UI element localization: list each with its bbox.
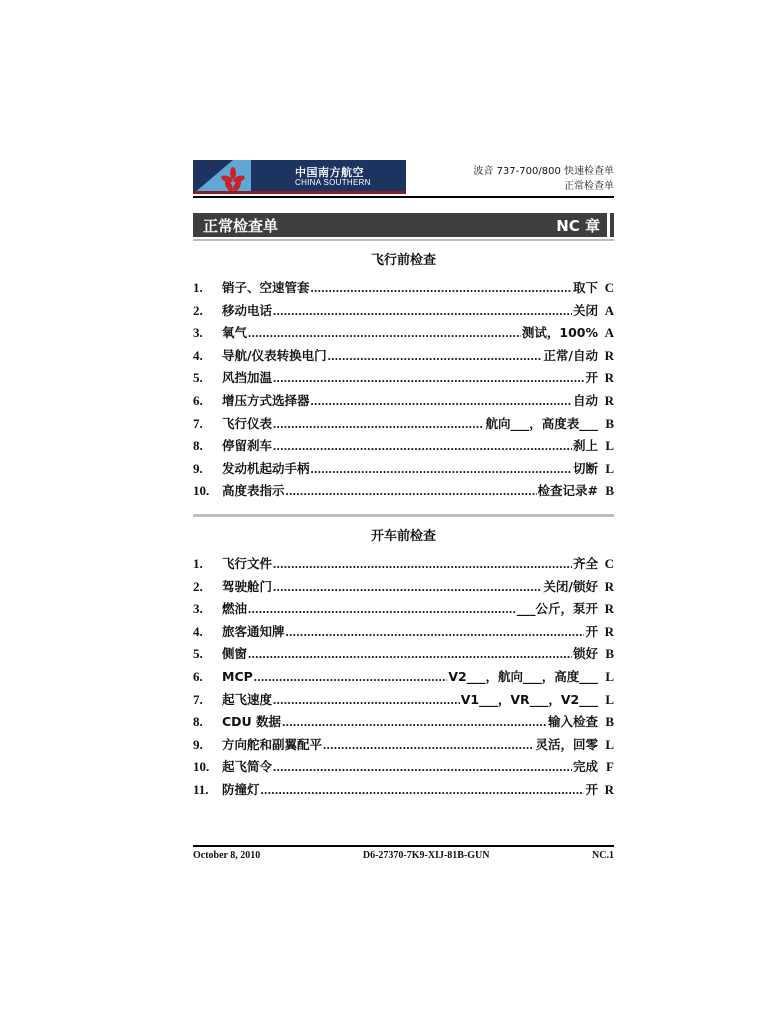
leader-dots bbox=[273, 556, 572, 572]
item-number: 8. bbox=[193, 438, 203, 454]
leader-dots bbox=[311, 280, 572, 296]
item-action: 完成 bbox=[572, 759, 598, 775]
item-responsibility-code: L bbox=[605, 438, 614, 454]
item-label: 导航/仪表转换电门 bbox=[222, 347, 327, 363]
checklist-item bbox=[193, 481, 614, 504]
item-action: 航向___，高度表___ bbox=[485, 415, 598, 431]
item-number: 3. bbox=[193, 325, 203, 341]
item-action: 开 bbox=[585, 781, 598, 797]
item-number: 5. bbox=[193, 370, 203, 386]
leader-dots bbox=[273, 692, 460, 708]
item-action: 开 bbox=[585, 370, 598, 386]
item-responsibility-code: B bbox=[605, 646, 614, 662]
item-label: 燃油 bbox=[222, 601, 248, 617]
item-label: 高度表指示 bbox=[222, 483, 285, 499]
leader-dots bbox=[282, 714, 547, 730]
item-action: 取下 bbox=[572, 280, 598, 295]
logo-english-name: CHINA SOUTHERN bbox=[295, 177, 371, 187]
item-action: 自动 bbox=[572, 392, 598, 408]
item-action: 灵活，回零 bbox=[535, 736, 598, 752]
item-responsibility-code: A bbox=[604, 302, 614, 318]
item-number: 2. bbox=[193, 578, 203, 594]
page-header bbox=[193, 160, 614, 198]
item-responsibility-code: R bbox=[604, 623, 614, 639]
checklist-page bbox=[193, 160, 614, 802]
checklist-item bbox=[193, 554, 614, 577]
leader-dots bbox=[323, 737, 534, 753]
leader-dots bbox=[248, 601, 516, 617]
checklist-item bbox=[193, 459, 614, 482]
leader-dots bbox=[254, 669, 448, 685]
item-responsibility-code: R bbox=[604, 370, 614, 386]
leader-dots bbox=[286, 483, 537, 499]
item-action: 切断 bbox=[572, 460, 598, 476]
item-label: 旅客通知牌 bbox=[222, 623, 285, 639]
item-number: 6. bbox=[193, 392, 203, 408]
document-heading bbox=[473, 164, 614, 194]
checklist-item bbox=[193, 323, 614, 346]
item-responsibility-code: R bbox=[604, 392, 614, 408]
checklist-item bbox=[193, 368, 614, 391]
item-number: 11. bbox=[193, 781, 209, 797]
leader-dots bbox=[286, 624, 585, 640]
item-number: 7. bbox=[193, 415, 203, 431]
checklist-item bbox=[193, 712, 614, 735]
leader-dots bbox=[311, 461, 572, 477]
item-responsibility-code: R bbox=[604, 347, 614, 363]
item-action: 关闭/锁好 bbox=[543, 578, 598, 594]
item-number: 4. bbox=[193, 347, 203, 363]
leader-dots bbox=[273, 303, 572, 319]
item-responsibility-code: L bbox=[605, 736, 614, 752]
checklist-item bbox=[193, 278, 614, 301]
kapok-flower-icon bbox=[193, 160, 237, 194]
item-label: 移动电话 bbox=[222, 302, 273, 318]
title-underline bbox=[193, 239, 614, 241]
leader-dots bbox=[261, 782, 585, 798]
item-action: 开 bbox=[585, 623, 598, 639]
item-action: V1___，VR___，V2___ bbox=[460, 691, 598, 707]
checklist-item bbox=[193, 346, 614, 369]
item-action: 测试，100% bbox=[521, 325, 598, 341]
item-responsibility-code: C bbox=[604, 280, 614, 295]
logo-stripe bbox=[193, 191, 406, 194]
item-label: 飞行仪表 bbox=[222, 415, 273, 431]
item-action: 齐全 bbox=[572, 555, 598, 571]
chapter-title: 正常检查单 bbox=[203, 216, 279, 235]
header-divider bbox=[193, 196, 614, 198]
item-responsibility-code: B bbox=[605, 714, 614, 730]
item-label: 飞行文件 bbox=[222, 555, 273, 571]
item-label: 增压方式选择器 bbox=[222, 392, 310, 408]
item-action: 检查记录# bbox=[537, 483, 598, 499]
document-subtitle: 正常检查单 bbox=[564, 181, 614, 192]
item-action: 正常/自动 bbox=[543, 347, 598, 363]
checklist-item bbox=[193, 436, 614, 459]
item-number: 3. bbox=[193, 601, 203, 617]
item-responsibility-code: R bbox=[604, 781, 614, 797]
item-number: 2. bbox=[193, 302, 203, 318]
item-number: 6. bbox=[193, 668, 203, 684]
item-number: 5. bbox=[193, 646, 203, 662]
item-number: 9. bbox=[193, 460, 203, 476]
item-label: MCP bbox=[222, 668, 253, 684]
leader-dots bbox=[311, 393, 572, 409]
item-responsibility-code: F bbox=[606, 759, 614, 775]
checklist-item bbox=[193, 599, 614, 622]
item-responsibility-code: R bbox=[604, 578, 614, 594]
item-label: 氧气 bbox=[222, 325, 248, 341]
chapter-title-bar bbox=[193, 213, 614, 237]
item-number: 8. bbox=[193, 714, 203, 730]
item-responsibility-code: B bbox=[605, 483, 614, 499]
section-title: 开车前检查 bbox=[370, 528, 436, 544]
item-label: 方向舵和副翼配平 bbox=[222, 736, 323, 752]
item-label: 侧窗 bbox=[222, 646, 248, 662]
item-label: 起飞简令 bbox=[222, 759, 273, 775]
leader-dots bbox=[273, 416, 484, 432]
checklist-item bbox=[193, 690, 614, 713]
item-action: 关闭 bbox=[572, 302, 598, 318]
item-action: ___公斤，泵开 bbox=[516, 601, 598, 617]
item-label: 发动机起动手柄 bbox=[222, 460, 310, 476]
item-number: 1. bbox=[193, 280, 203, 295]
checklist-item bbox=[193, 414, 614, 437]
leader-dots bbox=[248, 325, 521, 341]
item-responsibility-code: C bbox=[604, 555, 614, 571]
item-number: 1. bbox=[193, 555, 203, 571]
item-label: 风挡加温 bbox=[222, 370, 273, 386]
checklist-item bbox=[193, 735, 614, 758]
leader-dots bbox=[328, 348, 543, 364]
page-footer bbox=[193, 845, 614, 861]
logo-chinese-name: 中国南方航空 bbox=[295, 166, 364, 180]
footer-page-number: NC.1 bbox=[592, 850, 614, 861]
leader-dots bbox=[248, 646, 572, 662]
item-action: V2___，航向___，高度___ bbox=[448, 668, 598, 684]
item-label: CDU 数据 bbox=[222, 714, 282, 730]
item-responsibility-code: L bbox=[605, 668, 614, 684]
item-number: 9. bbox=[193, 736, 203, 752]
item-number: 10. bbox=[193, 483, 210, 499]
document-title: 波音 737-700/800 快速检查单 bbox=[473, 166, 614, 177]
item-action: 刹上 bbox=[572, 438, 598, 454]
section-title: 飞行前检查 bbox=[370, 253, 436, 268]
checklist-item bbox=[193, 622, 614, 645]
item-action: 输入检查 bbox=[547, 714, 598, 730]
checklist-item bbox=[193, 644, 614, 667]
checklist-item bbox=[193, 301, 614, 324]
leader-dots bbox=[273, 579, 542, 595]
item-label: 销子、空速管套 bbox=[222, 280, 310, 295]
item-responsibility-code: A bbox=[604, 325, 614, 341]
checklist-sections bbox=[193, 249, 614, 802]
item-label: 防撞灯 bbox=[222, 781, 260, 797]
leader-dots bbox=[273, 438, 572, 454]
item-responsibility-code: R bbox=[604, 601, 614, 617]
footer-document-id: D6-27370-7K9-XIJ-81B-GUN bbox=[362, 850, 490, 861]
item-responsibility-code: L bbox=[605, 691, 614, 707]
item-number: 7. bbox=[193, 691, 203, 707]
checklist-item bbox=[193, 391, 614, 414]
checklist-item bbox=[193, 780, 614, 803]
item-responsibility-code: B bbox=[605, 415, 614, 431]
item-label: 起飞速度 bbox=[222, 691, 273, 707]
item-responsibility-code: L bbox=[605, 460, 614, 476]
footer-date: October 8, 2010 bbox=[193, 850, 261, 861]
item-label: 驾驶舱门 bbox=[222, 578, 273, 594]
item-label: 停留刹车 bbox=[222, 438, 273, 454]
chapter-code: NC 章 bbox=[556, 216, 600, 235]
checklist-item bbox=[193, 577, 614, 600]
item-action: 锁好 bbox=[572, 646, 598, 662]
airline-logo bbox=[193, 160, 406, 194]
checklist-item bbox=[193, 757, 614, 780]
item-number: 10. bbox=[193, 759, 210, 775]
leader-dots bbox=[273, 370, 584, 386]
section-divider bbox=[193, 514, 614, 517]
leader-dots bbox=[273, 759, 572, 775]
item-number: 4. bbox=[193, 623, 203, 639]
checklist-item bbox=[193, 667, 614, 690]
